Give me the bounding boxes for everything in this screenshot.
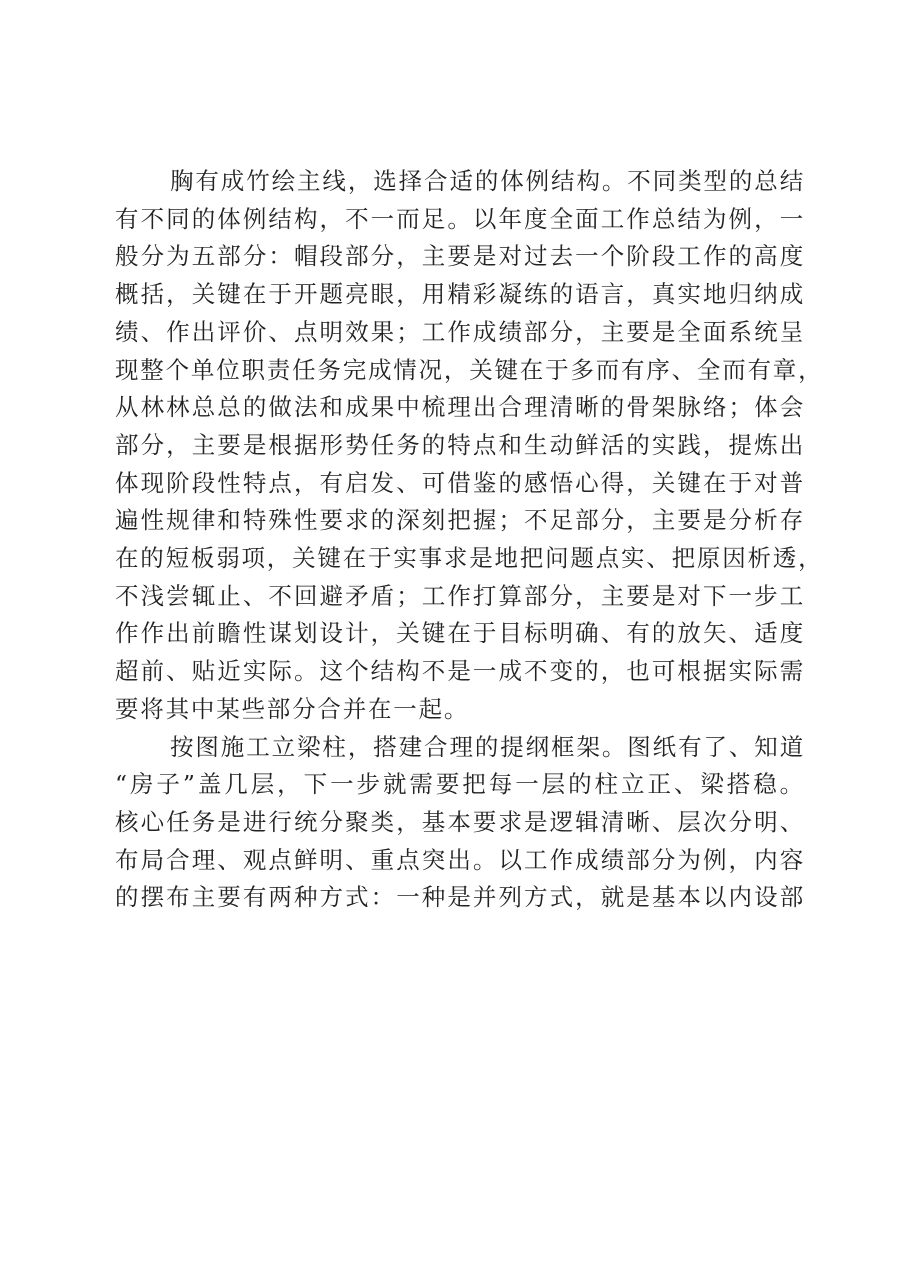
text-line: 要将其中某些部分合并在一起。 (115, 694, 470, 723)
text-line: 核心任务是进行统分聚类，基本要求是逻辑清晰、层次分明、 (115, 807, 805, 836)
text-line: 概括，关键在于开题亮眼，用精彩凝练的语言，真实地归纳成 (115, 280, 805, 309)
text-line: 的摆布主要有两种方式：一种是并列方式，就是基本以内设部 (115, 883, 805, 912)
text-line: 布局合理、观点鲜明、重点突出。以工作成绩部分为例，内容 (115, 845, 805, 874)
text-line: 绩、作出评价、点明效果；工作成绩部分，主要是全面系统呈 (115, 317, 805, 346)
text-line: 按图施工立梁柱，搭建合理的提纲框架。图纸有了、知道 (170, 732, 805, 761)
text-line: 从林林总总的做法和成果中梳理出合理清晰的骨架脉络；体会 (115, 393, 805, 422)
text-line: 有不同的体例结构，不一而足。以年度全面工作总结为例，一 (115, 204, 805, 233)
text-line: 作作出前瞻性谋划设计，关键在于目标明确、有的放矢、适度 (115, 619, 805, 648)
text-line: 超前、贴近实际。这个结构不是一成不变的，也可根据实际需 (115, 657, 805, 686)
text-line: 不浅尝辄止、不回避矛盾；工作打算部分，主要是对下一步工 (115, 581, 805, 610)
paragraph-structure (115, 163, 824, 729)
text-line: 般分为五部分：帽段部分，主要是对过去一个阶段工作的高度 (115, 242, 805, 271)
text-line: 胸有成竹绘主线，选择合适的体例结构。不同类型的总结 (170, 167, 805, 195)
text-line: 现整个单位职责任务完成情况，关键在于多而有序、全而有章， (115, 355, 824, 384)
text-line: 部分，主要是根据形势任务的特点和生动鲜活的实践，提炼出 (115, 430, 805, 459)
paragraph-outline (115, 729, 805, 918)
text-line: 在的短板弱项，关键在于实事求是地把问题点实、把原因析透， (115, 544, 824, 573)
text-line: “房子”盖几层，下一步就需要把每一层的柱立正、梁搭稳。 (115, 770, 805, 799)
body-text (115, 163, 824, 917)
text-line: 遍性规律和特殊性要求的深刻把握；不足部分，主要是分析存 (115, 506, 805, 535)
text-line: 体现阶段性特点，有启发、可借鉴的感悟心得，关键在于对普 (115, 468, 805, 497)
